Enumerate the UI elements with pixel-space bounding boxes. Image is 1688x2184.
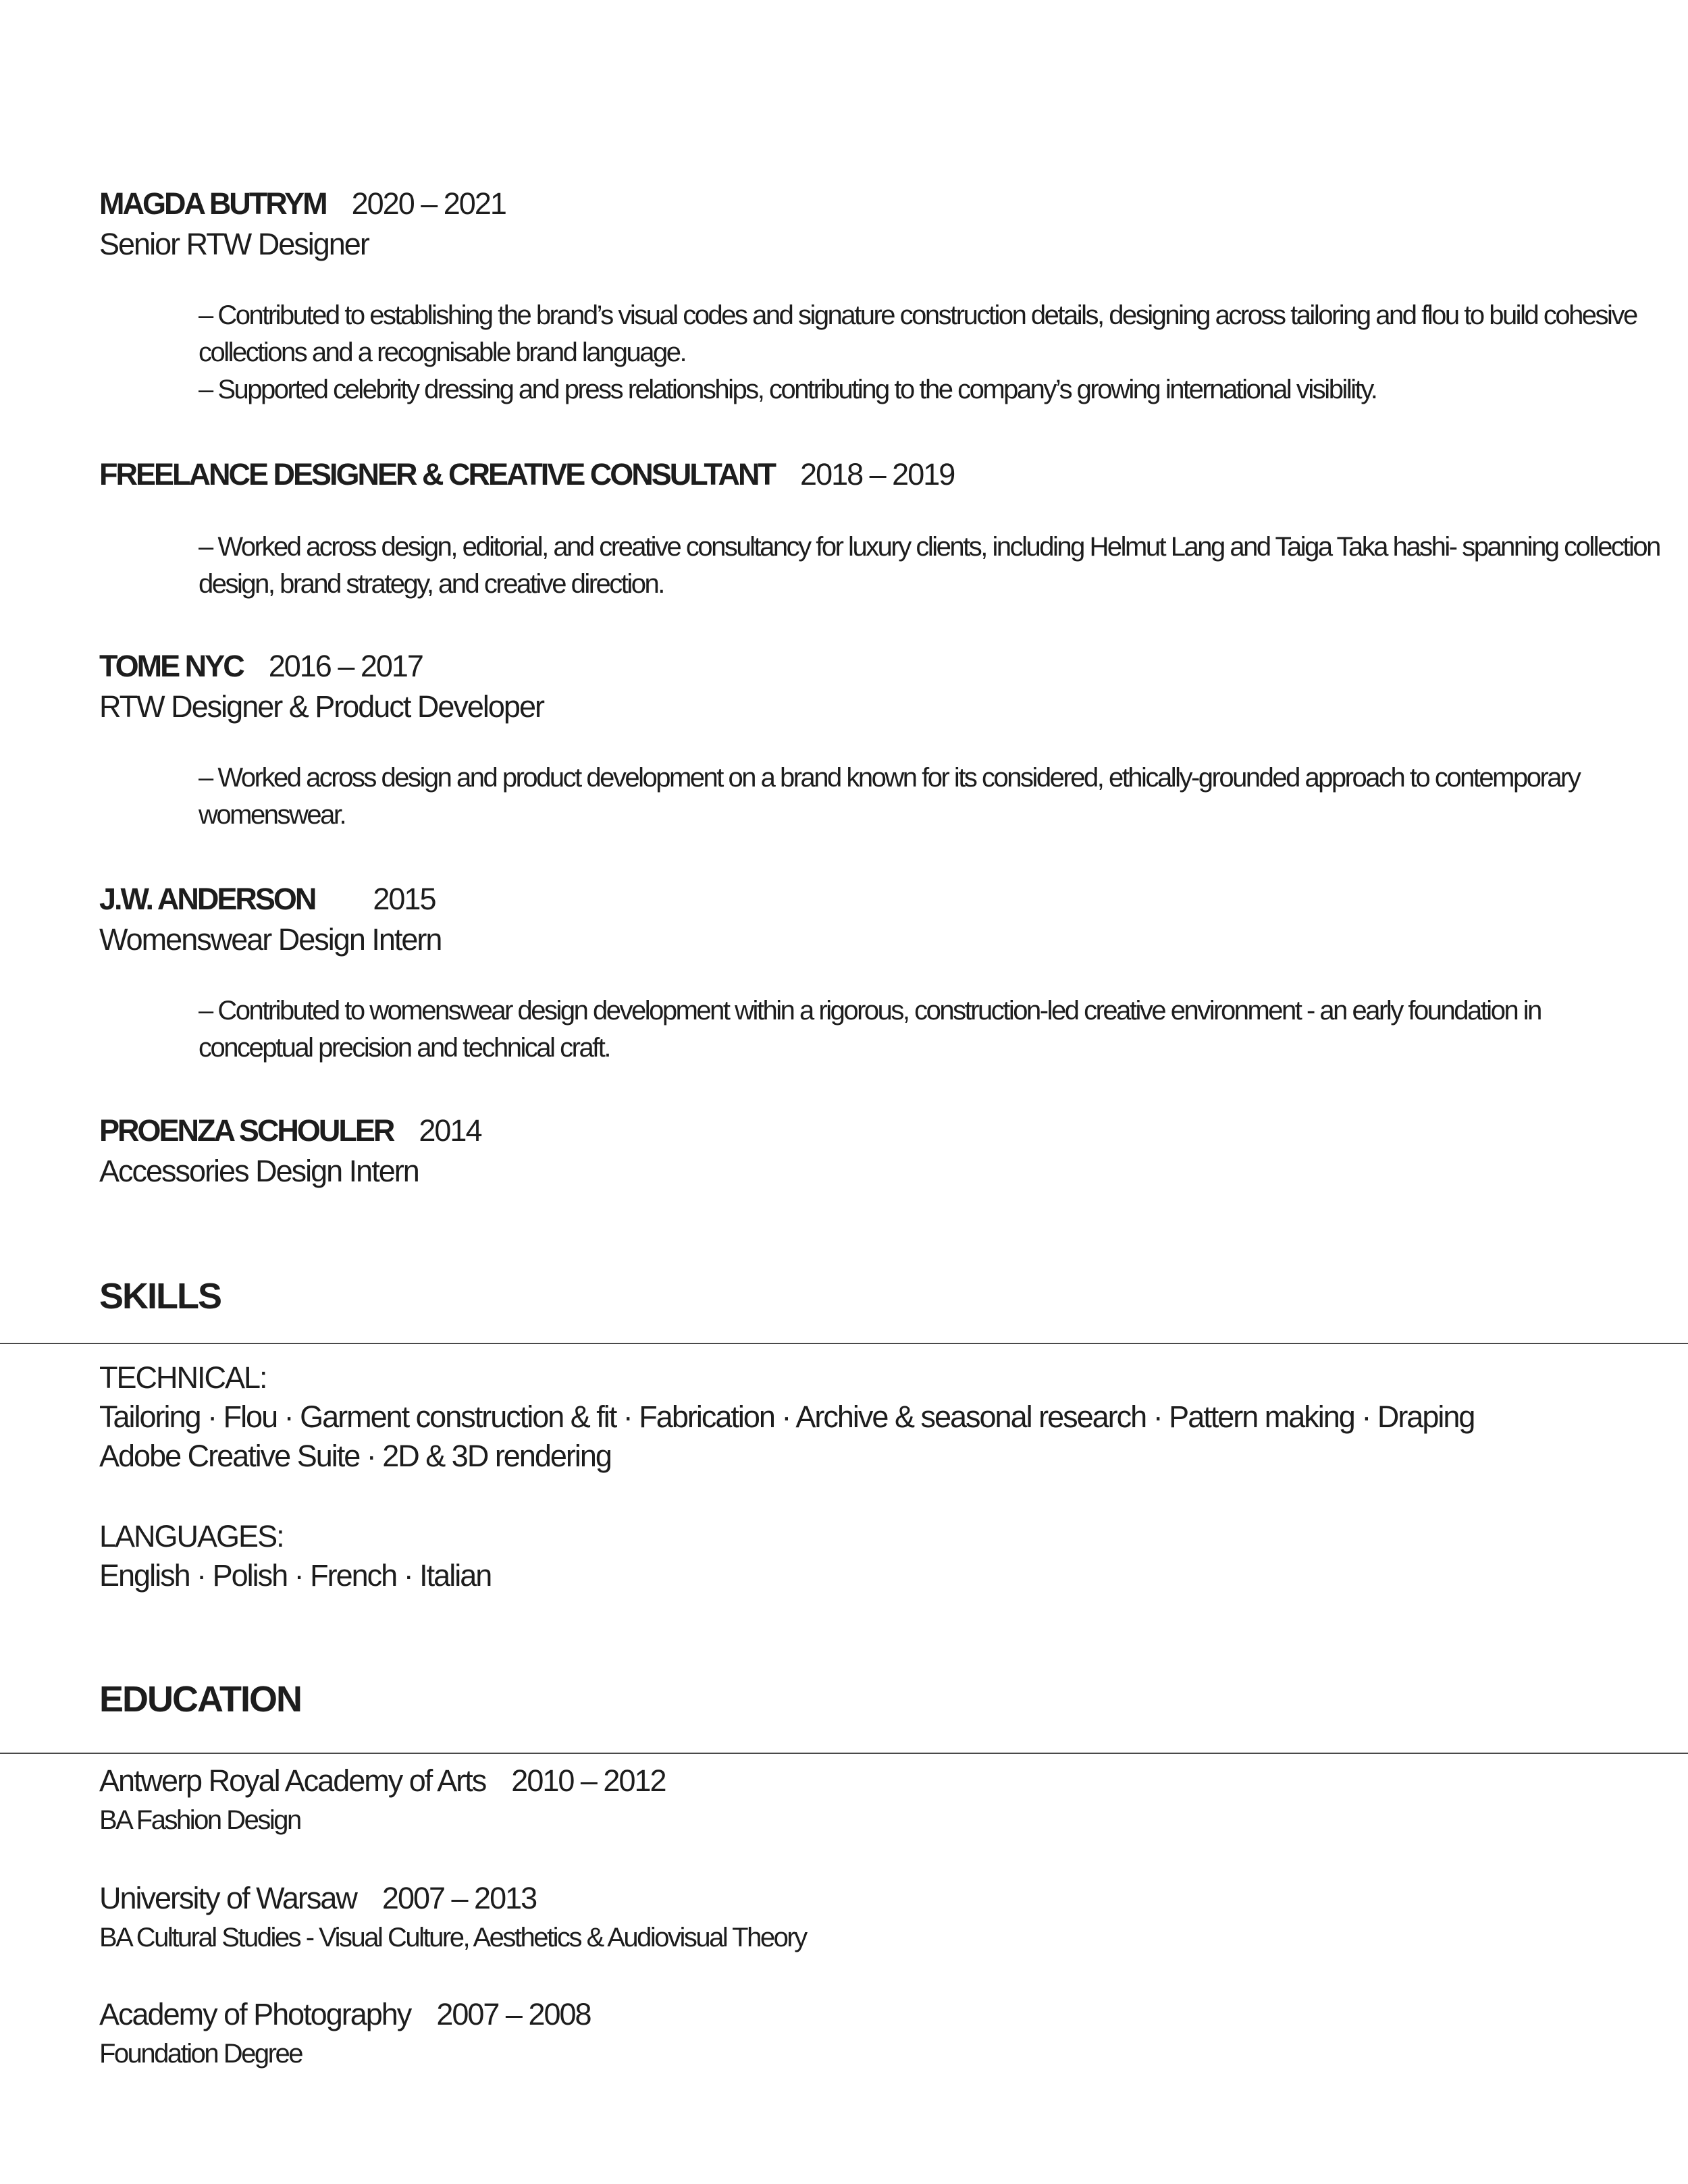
- skills-technical: [99, 1358, 1620, 1476]
- technical-skills-line: Adobe Creative Suite · 2D & 3D rendering: [99, 1439, 611, 1473]
- education-divider: [0, 1753, 1688, 1754]
- experience-entry-freelance: [99, 454, 1660, 603]
- bullet-item: – Contributed to womenswear design development within a rigorous, construction-led creative environment - an early foundation in conceptual precision and technical craft.: [199, 996, 1541, 1063]
- company-name: MAGDA BUTRYM: [99, 186, 326, 221]
- education-years: 2007 – 2008: [436, 1997, 591, 2031]
- entry-heading: [99, 454, 1620, 495]
- entry-years: 2014: [419, 1113, 481, 1148]
- degree: Foundation Degree: [99, 2039, 302, 2069]
- education-years: 2010 – 2012: [511, 1763, 666, 1798]
- bullet-item: – Worked across design and product development on a brand known for its considered, ethically-grounded approach to contemporary womenswear.: [199, 763, 1580, 830]
- school-name: University of Warsaw: [99, 1881, 357, 1915]
- languages-label: LANGUAGES:: [99, 1519, 284, 1553]
- skills-languages: [99, 1517, 1620, 1595]
- role-title: Womenswear Design Intern: [99, 922, 442, 957]
- education-item: [99, 1994, 1620, 2073]
- entry-heading: [99, 646, 1620, 687]
- role-title: Accessories Design Intern: [99, 1154, 419, 1188]
- degree: BA Fashion Design: [99, 1805, 300, 1835]
- entry-heading: [99, 184, 1620, 224]
- languages-line: English · Polish · French · Italian: [99, 1558, 492, 1593]
- bullet-item: – Supported celebrity dressing and press relationships, contributing to the company’s growing international visibility.: [199, 375, 1377, 404]
- bullet-list: [199, 760, 1688, 834]
- school-name: Academy of Photography: [99, 1997, 411, 2031]
- school-heading: [99, 1878, 1620, 1919]
- entry-years: 2016 – 2017: [268, 649, 423, 683]
- education-heading: EDUCATION: [99, 1679, 301, 1720]
- technical-label: TECHNICAL:: [99, 1360, 267, 1395]
- bullet-item: – Contributed to establishing the brand’s visual codes and signature construction details, designing across tailoring and flou to build cohesive collections and a recognisable brand language.: [199, 300, 1637, 367]
- company-name: TOME NYC: [99, 649, 243, 683]
- entry-years: 2020 – 2021: [351, 186, 506, 221]
- experience-entry-proenza-schouler: [99, 1111, 1620, 1192]
- entry-heading: [99, 1111, 1620, 1151]
- experience-entry-jw-anderson: [99, 879, 1620, 1067]
- bullet-item: – Worked across design, editorial, and creative consultancy for luxury clients, including Helmut Lang and Taiga Taka hashi- spanning collection design, brand strategy, and creative direction.: [199, 532, 1660, 599]
- bullet-list: [199, 992, 1650, 1067]
- role-title: Senior RTW Designer: [99, 227, 369, 261]
- degree: BA Cultural Studies - Visual Culture, Aesthetics & Audiovisual Theory: [99, 1923, 806, 1952]
- school-heading: [99, 1994, 1620, 2035]
- role-title: RTW Designer & Product Developer: [99, 689, 544, 724]
- company-name: FREELANCE DESIGNER & CREATIVE CONSULTANT: [99, 457, 775, 491]
- experience-entry-tome-nyc: [99, 646, 1620, 834]
- technical-skills-line: Tailoring · Flou · Garment construction & fit · Fabrication · Archive & seasonal research · Pattern making · Draping: [99, 1400, 1475, 1434]
- experience-entry-magda-butrym: [99, 184, 1637, 408]
- company-name: PROENZA SCHOULER: [99, 1113, 394, 1148]
- company-name: J.W. ANDERSON: [99, 882, 315, 916]
- school-name: Antwerp Royal Academy of Arts: [99, 1763, 486, 1798]
- entry-years: 2018 – 2019: [800, 457, 955, 491]
- bullet-list: [199, 529, 1670, 603]
- entry-heading: [99, 879, 1620, 920]
- school-heading: [99, 1761, 1620, 1801]
- skills-heading: SKILLS: [99, 1276, 221, 1316]
- education-years: 2007 – 2013: [381, 1881, 537, 1915]
- entry-years: 2015: [373, 882, 436, 916]
- education-item: [99, 1878, 1620, 1956]
- education-item: [99, 1761, 1620, 1839]
- bullet-list: [199, 297, 1688, 408]
- skills-divider: [0, 1343, 1688, 1344]
